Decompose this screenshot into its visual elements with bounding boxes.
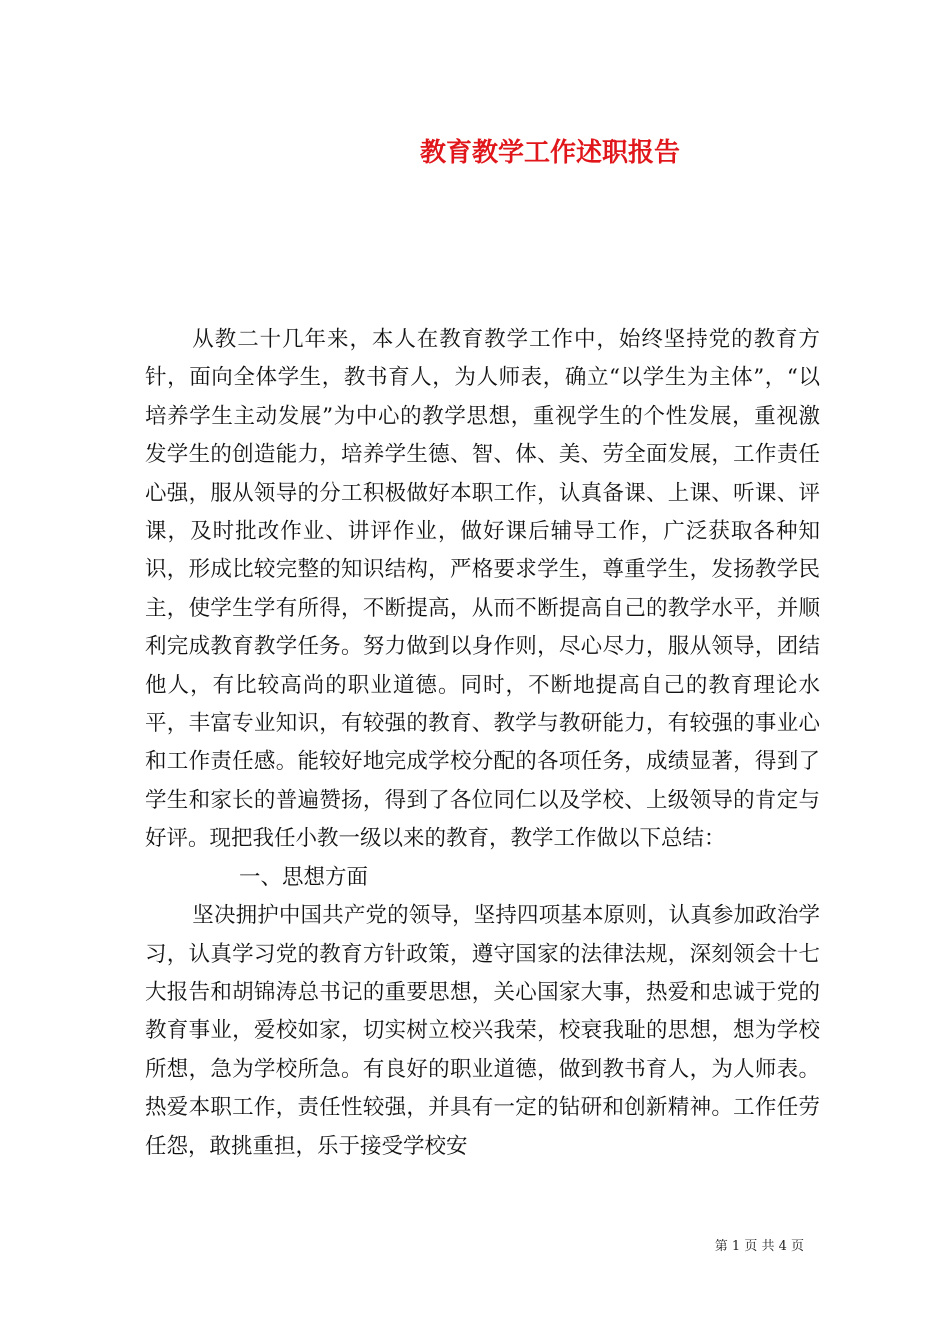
document-body — [145, 321, 820, 1166]
intro-paragraph: 从教二十几年来，本人在教育教学工作中，始终坚持党的教育方针，面向全体学生，教书育人，为人师表，确立“以学生为主体”，“以培养学生主动发展”为中心的教学思想，重视学生的个性发展，重视激发学生的创造能力，培养学生德、智、体、美、劳全面发展，工作责任心强，服从领导的分工积极做好本职工作，认真备课、上课、听课、评课，及时批改作业、讲评作业，做好课后辅导工作，广泛获取各种知识，形成比较完整的知识结构，严格要求学生，尊重学生，发扬教学民主，使学生学有所得，不断提高，从而不断提高自己的教学水平，并顺利完成教育教学任务。努力做到以身作则，尽心尽力，服从领导，团结他人，有比较高尚的职业道德。同时，不断地提高自己的教育理论水平，丰富专业知识，有较强的教育、教学与教研能力，有较强的事业心和工作责任感。能较好地完成学校分配的各项任务，成绩显著，得到了学生和家长的普遍赞扬，得到了各位同仁以及学校、上级领导的肯定与好评。现把我任小教一级以来的教育，教学工作做以下总结： — [145, 327, 820, 852]
section-paragraph-ideology: 坚决拥护中国共产党的领导，坚持四项基本原则，认真参加政治学习，认真学习党的教育方针政策，遵守国家的法律法规，深刻领会十七大报告和胡锦涛总书记的重要思想，关心国家大事，热爱和忠诚于党的教育事业，爱校如家，切实树立校兴我荣，校衰我耻的思想，想为学校所想，急为学校所急。有良好的职业道德，做到教书育人，为人师表。热爱本职工作，责任性较强，并具有一定的钻研和创新精神。工作任劳任怨，敢挑重担，乐于接受学校安 — [145, 903, 820, 1159]
page-footer: 第 1 页 共 4 页 — [714, 1239, 804, 1254]
section-heading-ideology: 一、思想方面 — [239, 864, 369, 890]
document-title: 教育教学工作述职报告 — [419, 138, 680, 168]
